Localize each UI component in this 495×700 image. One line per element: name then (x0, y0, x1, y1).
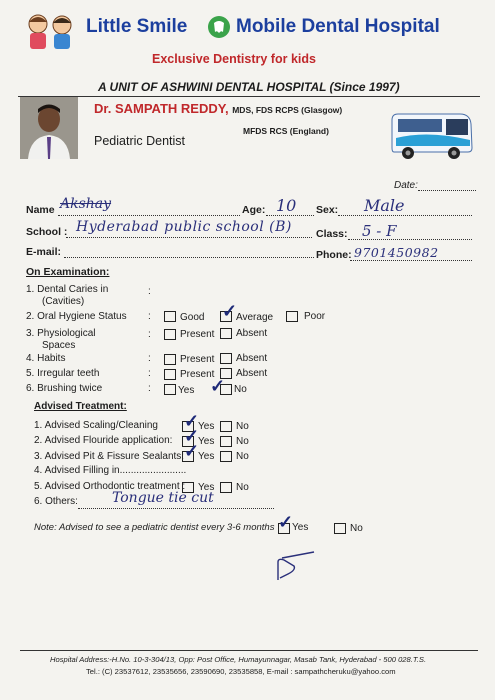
oral-hygiene-average-label: Average (236, 312, 274, 323)
others-value: Tongue tie cut (112, 490, 214, 506)
school-label: School : (26, 226, 68, 238)
name-label: Name (26, 204, 55, 216)
unit-line: A UNIT OF ASHWINI DENTAL HOSPITAL (Since 1997) (98, 80, 400, 94)
exam-item-3-label: 3. Physiological (26, 328, 96, 339)
physiological-spaces-absent-checkbox[interactable] (220, 328, 232, 339)
treatment-item-2-label: 2. Advised Flouride application: (34, 435, 173, 446)
footer-address: Hospital Address:-H.No. 10-3-304/13, Opp: Post Office, Humayunnagar, Masab Tank, Hyderabad - 500 028.T.S. (50, 655, 427, 664)
exam-item-1-sub: (Cavities) (42, 296, 85, 307)
treatment-item-4-label: 4. Advised Filling in........................ (34, 465, 187, 476)
specialty: Pediatric Dentist (94, 134, 186, 148)
treatment-item-5-label: 5. Advised Orthodontic treatment : (34, 481, 186, 492)
sealants-yes-label: Yes (198, 451, 215, 462)
exam-item-2-colon: : (148, 311, 151, 322)
mobile-bus-image (388, 110, 474, 162)
exam-item-3-sub: Spaces (42, 340, 76, 351)
school-field[interactable] (66, 237, 312, 238)
orthodontic-no-label: No (236, 482, 249, 493)
treatment-item-1-label: 1. Advised Scaling/Cleaning (34, 420, 158, 431)
oral-hygiene-average-tick-icon: ✓ (222, 301, 238, 321)
exam-item-3-colon: : (148, 329, 151, 340)
exam-item-2-label: 2. Oral Hygiene Status (26, 311, 127, 322)
exam-item-1-colon: : (148, 286, 151, 297)
sex-value: Male (364, 196, 405, 215)
email-field[interactable] (64, 257, 314, 258)
exam-item-6-label: 6. Brushing twice (26, 383, 103, 394)
note-yes-label: Yes (292, 522, 309, 533)
phone-label: Phone: (316, 249, 352, 261)
treatment-heading: Advised Treatment: (34, 401, 127, 412)
class-label: Class: (316, 228, 348, 240)
treatment-item-6-label: 6. Others: (34, 496, 78, 507)
age-field[interactable] (266, 215, 314, 216)
treatment-item-3-label: 3. Advised Pit & Fissure Sealants: (34, 451, 185, 462)
irregular-teeth-present-checkbox[interactable] (164, 369, 176, 380)
doctor-name-text: Dr. SAMPATH REDDY, (94, 101, 229, 116)
brushing-twice-yes-label: Yes (178, 385, 195, 396)
oral-hygiene-good-label: Good (180, 312, 205, 323)
irregular-teeth-present-label: Present (180, 369, 215, 380)
hospital-name-part1: Little Smile (86, 16, 188, 37)
note-no-label: No (350, 523, 363, 534)
exam-item-4-label: 4. Habits (26, 353, 66, 364)
email-label: E-mail: (26, 246, 62, 258)
age-value: 10 (276, 196, 297, 215)
exam-item-6-colon: : (148, 383, 151, 394)
exam-item-5-colon: : (148, 368, 151, 379)
orthodontic-no-checkbox[interactable] (220, 482, 232, 493)
note-text: Note: Advised to see a pediatric dentist every 3-6 months (34, 522, 275, 533)
header-divider (18, 96, 480, 97)
flouride-yes-label: Yes (198, 436, 215, 447)
tooth-globe-icon (207, 15, 231, 39)
habits-present-label: Present (180, 354, 215, 365)
date-label: Date: (394, 180, 418, 191)
scaling-no-label: No (236, 421, 249, 432)
habits-absent-label: Absent (236, 353, 268, 364)
flouride-yes-tick-icon: ✓ (184, 426, 200, 446)
scaling-yes-label: Yes (198, 421, 215, 432)
oral-hygiene-poor-label: Poor (304, 311, 326, 322)
doctor-photo (20, 97, 78, 159)
exam-item-4-colon: : (148, 353, 151, 364)
sealants-no-checkbox[interactable] (220, 451, 232, 462)
irregular-teeth-absent-label: Absent (236, 368, 268, 379)
doctor-quals-1: MDS, FDS RCPS (Glasgow) (232, 105, 343, 115)
doctor-name (94, 101, 342, 116)
age-label: Age: (242, 204, 266, 216)
orthodontic-yes-label: Yes (198, 482, 215, 493)
tagline: Exclusive Dentistry for kids (152, 52, 316, 66)
physiological-spaces-present-checkbox[interactable] (164, 329, 176, 340)
hospital-name-part2: Mobile Dental Hospital (236, 16, 440, 37)
brushing-twice-no-label: No (234, 384, 247, 395)
phone-field[interactable] (350, 260, 472, 261)
flouride-no-label: No (236, 436, 249, 447)
footer-contact: Tel.: (C) 23537612, 23535656, 23590690, 23535858, E-mail : sampathcheruku@yahoo.com (86, 667, 396, 676)
note-yes-tick-icon: ✓ (278, 512, 294, 532)
brushing-twice-yes-checkbox[interactable] (164, 384, 176, 395)
exam-item-1-label: 1. Dental Caries in (26, 284, 109, 295)
oral-hygiene-poor-checkbox[interactable] (286, 311, 298, 322)
sex-field[interactable] (338, 215, 472, 216)
others-field[interactable] (78, 508, 274, 509)
oral-hygiene-good-checkbox[interactable] (164, 311, 176, 322)
date-field[interactable] (418, 190, 476, 191)
brushing-twice-no-tick-icon: ✓ (210, 376, 226, 396)
exam-item-5-label: 5. Irregular teeth (26, 368, 100, 379)
sealants-no-label: No (236, 451, 249, 462)
physiological-spaces-present-label: Present (180, 329, 215, 340)
name-value: Akshay (60, 196, 112, 212)
doctor-signature (270, 550, 320, 586)
footer-divider (20, 650, 478, 651)
habits-absent-checkbox[interactable] (220, 353, 232, 364)
physiological-spaces-absent-label: Absent (236, 328, 268, 339)
scaling-no-checkbox[interactable] (220, 421, 232, 432)
note-no-checkbox[interactable] (334, 523, 346, 534)
name-field[interactable] (58, 215, 240, 216)
examination-heading: On Examination: (26, 266, 110, 278)
flouride-no-checkbox[interactable] (220, 436, 232, 447)
sex-label: Sex: (316, 204, 339, 216)
doctor-quals-2: MFDS RCS (England) (243, 126, 329, 136)
phone-value: 9701450982 (354, 245, 439, 260)
scaling-yes-tick-icon: ✓ (184, 411, 200, 431)
habits-present-checkbox[interactable] (164, 354, 176, 365)
class-value: 5 - F (362, 222, 397, 240)
school-value: Hyderabad public school (B) (76, 219, 292, 235)
kids-logo (20, 12, 82, 52)
sealants-yes-tick-icon: ✓ (184, 441, 200, 461)
